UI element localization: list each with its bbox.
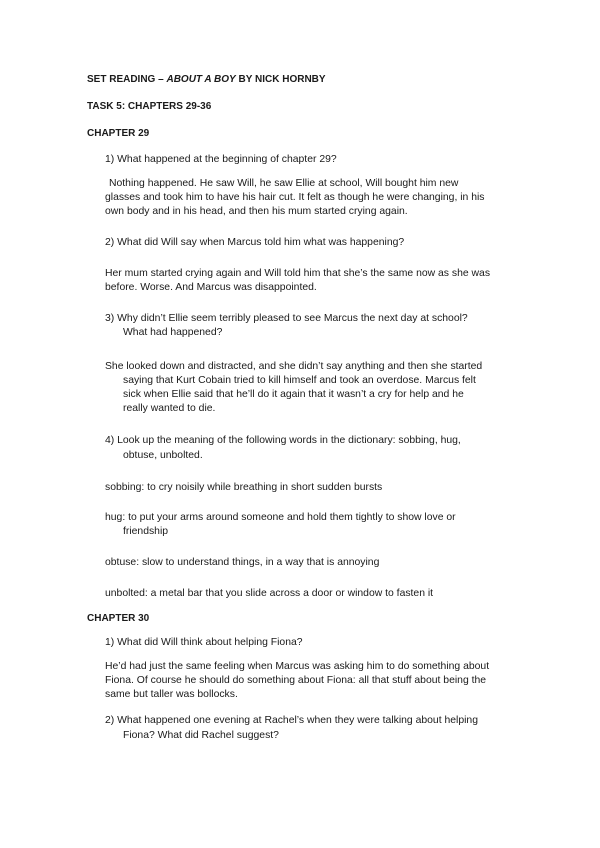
title-prefix: SET READING – [87, 74, 167, 85]
ch29-question-3-line-1: 3) Why didn’t Ellie seem terribly pleased to see Marcus the next day at school? [105, 313, 468, 324]
definition-obtuse: obtuse: slow to understand things, in a way that is annoying [105, 557, 380, 568]
definition-sobbing: sobbing: to cry noisily while breathing in short sudden bursts [105, 482, 383, 493]
ch30-answer-1-line-3: same but taller was bollocks. [105, 689, 238, 700]
ch29-answer-2-line-2: before. Worse. And Marcus was disappointed. [105, 282, 317, 293]
ch29-answer-2-line-1: Her mum started crying again and Will told him that she’s the same now as she was [105, 268, 491, 279]
title-suffix: BY NICK HORNBY [235, 74, 326, 85]
ch29-answer-3-line-3: sick when Ellie said that he’ll do it again that it wasn’t a cry for help and he [123, 389, 464, 400]
ch29-question-4-line-1: 4) Look up the meaning of the following words in the dictionary: sobbing, hug, [105, 435, 461, 446]
ch29-answer-3-line-1: She looked down and distracted, and she didn’t say anything and then she started [105, 361, 483, 372]
ch29-answer-1-line-1: Nothing happened. He saw Will, he saw Ellie at school, Will bought him new [109, 178, 459, 189]
title-book: ABOUT A BOY [166, 74, 236, 85]
ch29-answer-1-line-3: own body and in his head, and then his mum started crying again. [105, 206, 408, 217]
ch29-answer-1-line-2: glasses and took him to have his hair cut. It felt as though he were changing, in his [105, 192, 485, 203]
ch29-answer-3-line-4: really wanted to die. [123, 403, 216, 414]
ch29-question-2: 2) What did Will say when Marcus told him what was happening? [105, 237, 405, 248]
ch29-question-3-line-2: What had happened? [123, 327, 223, 338]
ch30-question-1: 1) What did Will think about helping Fiona? [105, 637, 303, 648]
task-heading: TASK 5: CHAPTERS 29-36 [87, 101, 212, 112]
document-title [87, 72, 326, 88]
chapter-29-heading: CHAPTER 29 [87, 128, 150, 139]
ch29-question-4-line-2: obtuse, unbolted. [123, 450, 203, 461]
chapter-30-heading: CHAPTER 30 [87, 613, 150, 624]
ch30-question-2-line-1: 2) What happened one evening at Rachel’s when they were talking about helping [105, 715, 478, 726]
definition-hug-line-1: hug: to put your arms around someone and hold them tightly to show love or [105, 512, 456, 523]
ch29-answer-3-line-2: saying that Kurt Cobain tried to kill himself and took an overdose. Marcus felt [123, 375, 476, 386]
definition-hug-line-2: friendship [123, 526, 169, 537]
ch30-answer-1-line-1: He’d had just the same feeling when Marcus was asking him to do something about [105, 661, 490, 672]
definition-unbolted: unbolted: a metal bar that you slide across a door or window to fasten it [105, 588, 434, 599]
ch29-question-1: 1) What happened at the beginning of chapter 29? [105, 154, 337, 165]
ch30-question-2-line-2: Fiona? What did Rachel suggest? [123, 730, 279, 741]
ch30-answer-1-line-2: Fiona. Of course he should do something about Fiona: all that stuff about being the [105, 675, 487, 686]
